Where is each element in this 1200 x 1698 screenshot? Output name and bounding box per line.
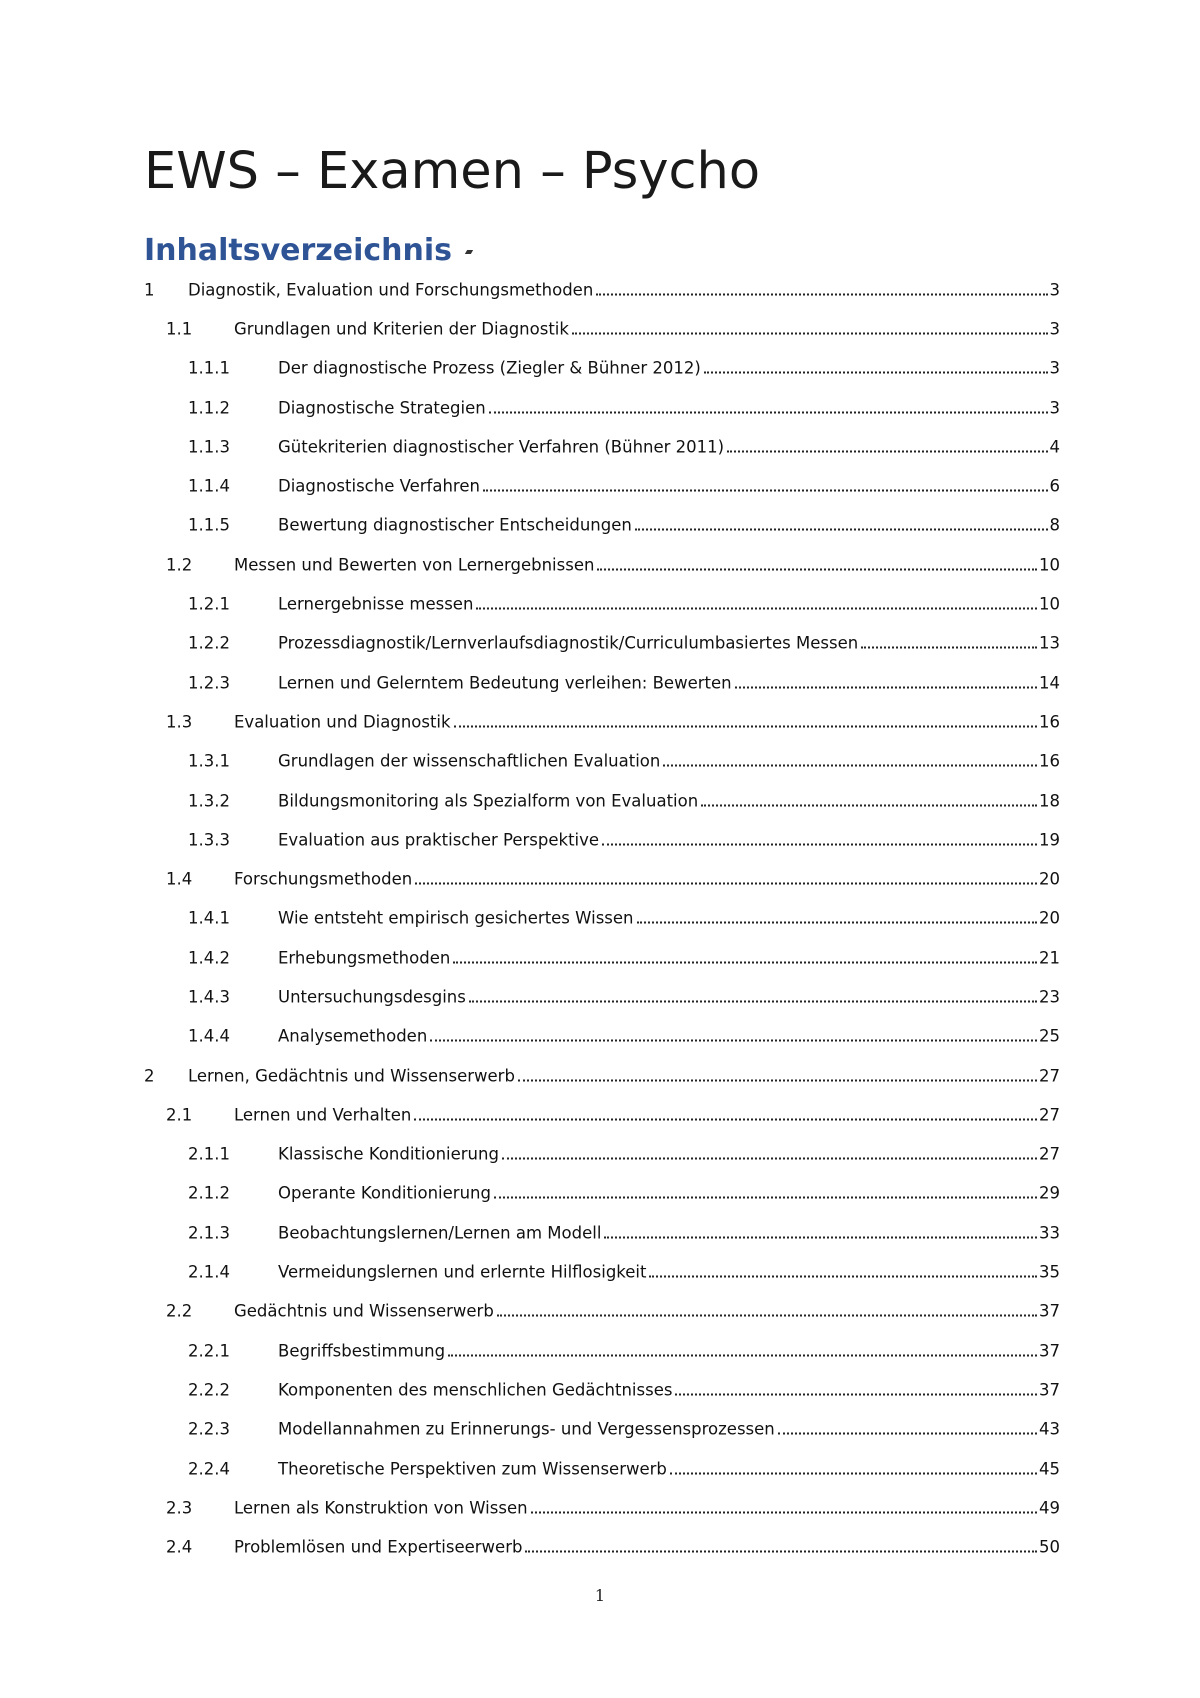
toc-dot-leader — [727, 450, 1047, 452]
toc-entry-line — [234, 870, 1060, 889]
toc-entry-number: 2.1.3 — [188, 1223, 230, 1243]
toc-entry-label: Diagnostische Verfahren — [278, 476, 480, 496]
toc-entry-number: 1.1.3 — [188, 437, 230, 457]
toc-entry[interactable] — [144, 1213, 1060, 1252]
toc-entry-line — [278, 909, 1060, 928]
toc-entry-page: 16 — [1039, 751, 1060, 771]
toc-dot-leader — [597, 568, 1037, 570]
toc-entry-label: Gedächtnis und Wissenserwerb — [234, 1301, 494, 1321]
toc-heading: Inhaltsverzeichnis — [144, 233, 453, 268]
toc-entry-label: Vermeidungslernen und erlernte Hilflosigkeit — [278, 1262, 647, 1282]
toc-entry-label: Lernen als Konstruktion von Wissen — [234, 1498, 528, 1518]
toc-entry-line — [234, 1498, 1060, 1517]
toc-entry[interactable] — [144, 1174, 1060, 1213]
toc-dot-leader — [604, 1236, 1037, 1238]
toc-entry-number: 2.2.1 — [188, 1341, 230, 1361]
toc-dot-leader — [454, 725, 1037, 727]
toc-entry-line — [278, 987, 1060, 1006]
toc-entry[interactable] — [144, 349, 1060, 388]
toc-entry-label: Grundlagen der wissenschaftlichen Evaluation — [278, 751, 661, 771]
toc-dot-leader — [704, 372, 1048, 374]
toc-entry[interactable] — [144, 584, 1060, 623]
toc-entry-page: 3 — [1049, 398, 1060, 418]
toc-dot-leader — [649, 1276, 1037, 1278]
toc-entry-page: 50 — [1039, 1537, 1060, 1557]
toc-entry-line — [188, 280, 1060, 299]
toc-entry-label: Messen und Bewerten von Lernergebnissen — [234, 555, 595, 575]
toc-dot-leader — [469, 1000, 1037, 1002]
toc-entry-line — [278, 1459, 1060, 1478]
toc-entry-line — [278, 830, 1060, 849]
toc-entry-page: 35 — [1039, 1262, 1060, 1282]
toc-entry-label: Evaluation aus praktischer Perspektive — [278, 830, 600, 850]
toc-dot-leader — [489, 411, 1048, 413]
toc-dot-leader — [572, 332, 1048, 334]
toc-entry-label: Bewertung diagnostischer Entscheidungen — [278, 515, 632, 535]
toc-entry-label: Erhebungsmethoden — [278, 948, 451, 968]
toc-entry-page: 33 — [1039, 1223, 1060, 1243]
toc-entry-page: 13 — [1039, 633, 1060, 653]
toc-dot-leader — [602, 843, 1037, 845]
toc-entry-page: 3 — [1049, 358, 1060, 378]
toc-entry[interactable] — [144, 1410, 1060, 1449]
toc-entry-number: 1 — [144, 280, 155, 300]
document-title: EWS – Examen – Psycho — [144, 142, 761, 201]
toc-entry-number: 1.3.2 — [188, 791, 230, 810]
toc-entry-number: 1.2.3 — [188, 673, 230, 693]
toc-entry-page: 37 — [1039, 1301, 1060, 1321]
toc-entry[interactable] — [144, 1095, 1060, 1134]
toc-entry-number: 1.1.4 — [188, 476, 230, 496]
toc-entry-number: 2 — [144, 1066, 155, 1086]
toc-entry-line — [278, 752, 1060, 771]
toc-dot-leader — [448, 1354, 1037, 1356]
toc-entry-label: Beobachtungslernen/Lernen am Modell — [278, 1223, 602, 1243]
toc-dot-leader — [861, 647, 1037, 649]
toc-entry-number: 2.3 — [166, 1498, 193, 1518]
toc-entry-label: Lernergebnisse messen — [278, 594, 474, 614]
toc-entry[interactable] — [144, 859, 1060, 898]
toc-entry-label: Untersuchungsdesgins — [278, 987, 466, 1007]
toc-entry-page: 27 — [1039, 1144, 1060, 1164]
toc-entry-line — [278, 1027, 1060, 1046]
toc-entry-label: Analysemethoden — [278, 1026, 428, 1046]
toc-entry-line — [278, 634, 1060, 653]
toc-dot-leader — [701, 804, 1037, 806]
toc-entry-line — [278, 1263, 1060, 1282]
toc-entry-number: 1.4 — [166, 869, 193, 889]
toc-entry-number: 2.2.3 — [188, 1419, 230, 1439]
toc-entry[interactable] — [144, 1331, 1060, 1370]
toc-entry-line — [278, 398, 1060, 417]
toc-dot-leader — [494, 1197, 1037, 1199]
toc-entry-page: 4 — [1049, 437, 1060, 457]
toc-entry[interactable] — [144, 899, 1060, 938]
toc-entry[interactable] — [144, 1449, 1060, 1488]
toc-entry-line — [278, 437, 1060, 456]
toc-entry[interactable] — [144, 742, 1060, 781]
toc-dot-leader — [525, 1551, 1037, 1553]
toc-dot-leader — [483, 490, 1048, 492]
toc-entry-label: Bildungsmonitoring als Spezialform von Evaluation — [278, 791, 699, 810]
toc-entry-number: 1.3 — [166, 712, 193, 732]
toc-dot-leader — [476, 608, 1037, 610]
toc-entry-line — [278, 1145, 1060, 1164]
toc-entry-number: 1.3.1 — [188, 751, 230, 771]
toc-entry-number: 2.1.4 — [188, 1262, 230, 1282]
toc-entry[interactable] — [144, 506, 1060, 545]
toc-entry-page: 25 — [1039, 1026, 1060, 1046]
toc-entry[interactable] — [144, 427, 1060, 466]
toc-entry[interactable] — [144, 466, 1060, 505]
toc-entry-page: 18 — [1039, 791, 1060, 810]
toc-entry-line — [278, 673, 1060, 692]
toc-entry[interactable] — [144, 270, 1060, 309]
toc-entry[interactable] — [144, 781, 1060, 820]
toc-entry-label: Komponenten des menschlichen Gedächtnisses — [278, 1380, 673, 1400]
toc-entry[interactable] — [144, 1292, 1060, 1331]
toc-dot-leader — [430, 1040, 1037, 1042]
toc-entry-page: 23 — [1039, 987, 1060, 1007]
toc-entry[interactable] — [144, 309, 1060, 348]
toc-entry-label: Prozessdiagnostik/Lernverlaufsdiagnostik/Curriculumbasiertes Messen — [278, 633, 859, 653]
cursor-mark-icon — [465, 250, 473, 254]
toc-entry-page: 27 — [1039, 1105, 1060, 1125]
toc-entry[interactable] — [144, 938, 1060, 977]
toc-entry-page: 49 — [1039, 1498, 1060, 1518]
toc-entry-line — [278, 948, 1060, 967]
toc-entry-number: 1.2.1 — [188, 594, 230, 614]
toc-entry[interactable] — [144, 977, 1060, 1016]
toc-dot-leader — [596, 293, 1047, 295]
toc-entry-label: Lernen und Gelerntem Bedeutung verleihen: Bewerten — [278, 673, 732, 693]
toc-entry-line — [278, 1380, 1060, 1399]
toc-entry-line — [234, 1538, 1060, 1557]
toc-entry[interactable] — [144, 624, 1060, 663]
toc-entry-label: Evaluation und Diagnostik — [234, 712, 451, 732]
toc-dot-leader — [497, 1315, 1037, 1317]
toc-entry[interactable] — [144, 1528, 1060, 1567]
toc-entry-line — [234, 1105, 1060, 1124]
toc-entry-page: 43 — [1039, 1419, 1060, 1439]
toc-entry[interactable] — [144, 388, 1060, 427]
toc-dot-leader — [663, 765, 1037, 767]
toc-entry-page: 29 — [1039, 1183, 1060, 1203]
toc-entry-number: 2.1 — [166, 1105, 193, 1125]
toc-entry-number: 1.4.1 — [188, 908, 230, 928]
toc-dot-leader — [414, 1118, 1037, 1120]
table-of-contents — [144, 270, 1060, 1567]
toc-entry[interactable] — [144, 1135, 1060, 1174]
toc-dot-leader — [518, 1079, 1037, 1081]
toc-entry[interactable] — [144, 663, 1060, 702]
toc-entry-page: 14 — [1039, 673, 1060, 693]
toc-entry-label: Der diagnostische Prozess (Ziegler & Bühner 2012) — [278, 358, 701, 378]
toc-entry-line — [278, 1223, 1060, 1242]
toc-entry-page: 20 — [1039, 908, 1060, 928]
toc-entry-label: Diagnostik, Evaluation und Forschungsmethoden — [188, 280, 594, 300]
toc-entry-page: 20 — [1039, 869, 1060, 889]
toc-entry-label: Theoretische Perspektiven zum Wissenserwerb — [278, 1459, 667, 1479]
toc-entry-line — [234, 712, 1060, 731]
toc-entry-label: Lernen, Gedächtnis und Wissenserwerb — [188, 1066, 515, 1086]
toc-entry-label: Problemlösen und Expertiseerwerb — [234, 1537, 523, 1557]
toc-dot-leader — [531, 1511, 1037, 1513]
toc-entry-label: Klassische Konditionierung — [278, 1144, 499, 1164]
page-number: 1 — [594, 1586, 606, 1605]
toc-entry-page: 8 — [1049, 515, 1060, 535]
toc-entry-label: Gütekriterien diagnostischer Verfahren (Bühner 2011) — [278, 437, 725, 457]
toc-dot-leader — [778, 1433, 1037, 1435]
toc-entry-label: Grundlagen und Kriterien der Diagnostik — [234, 319, 569, 339]
toc-entry[interactable] — [144, 1370, 1060, 1409]
toc-dot-leader — [502, 1158, 1037, 1160]
toc-dot-leader — [670, 1472, 1037, 1474]
toc-entry-page: 21 — [1039, 948, 1060, 968]
toc-entry-line — [234, 555, 1060, 574]
toc-entry-page: 16 — [1039, 712, 1060, 732]
toc-dot-leader — [735, 686, 1037, 688]
toc-entry-line — [278, 1341, 1060, 1360]
toc-entry-number: 1.1.1 — [188, 358, 230, 378]
toc-entry-page: 6 — [1049, 476, 1060, 496]
toc-dot-leader — [675, 1393, 1037, 1395]
toc-entry-number: 1.1.2 — [188, 398, 230, 418]
toc-entry-line — [234, 1302, 1060, 1321]
toc-entry[interactable] — [144, 702, 1060, 741]
toc-entry-page: 37 — [1039, 1380, 1060, 1400]
toc-entry-page: 10 — [1039, 555, 1060, 575]
toc-entry[interactable] — [144, 1488, 1060, 1527]
toc-dot-leader — [453, 961, 1037, 963]
toc-entry[interactable] — [144, 1017, 1060, 1056]
toc-entry-label: Operante Konditionierung — [278, 1183, 491, 1203]
toc-dot-leader — [415, 883, 1037, 885]
toc-entry-line — [278, 359, 1060, 378]
toc-entry-number: 2.2 — [166, 1301, 193, 1321]
toc-entry-number: 1.4.3 — [188, 987, 230, 1007]
toc-entry-label: Diagnostische Strategien — [278, 398, 486, 418]
toc-entry-number: 1.2 — [166, 555, 193, 575]
toc-entry[interactable] — [144, 820, 1060, 859]
toc-entry[interactable] — [144, 1056, 1060, 1095]
toc-entry-page: 10 — [1039, 594, 1060, 614]
toc-entry-label: Begriffsbestimmung — [278, 1341, 446, 1361]
toc-entry-line — [188, 1066, 1060, 1085]
toc-entry-line — [278, 1420, 1060, 1439]
toc-entry-label: Forschungsmethoden — [234, 869, 413, 889]
toc-entry-label: Lernen und Verhalten — [234, 1105, 412, 1125]
toc-entry-page: 19 — [1039, 830, 1060, 850]
toc-dot-leader — [637, 922, 1038, 924]
toc-entry-number: 2.1.1 — [188, 1144, 230, 1164]
toc-entry-line — [278, 477, 1060, 496]
toc-entry-line — [278, 1184, 1060, 1203]
toc-entry-page: 3 — [1049, 319, 1060, 339]
toc-entry-number: 2.4 — [166, 1537, 193, 1557]
toc-dot-leader — [635, 529, 1048, 531]
toc-entry-label: Wie entsteht empirisch gesichertes Wissen — [278, 908, 634, 928]
toc-entry-line — [278, 516, 1060, 535]
toc-entry-number: 1.3.3 — [188, 830, 230, 850]
toc-entry-page: 37 — [1039, 1341, 1060, 1361]
toc-entry-label: Modellannahmen zu Erinnerungs- und Vergessensprozessen — [278, 1419, 775, 1439]
toc-entry-page: 27 — [1039, 1066, 1060, 1086]
toc-entry-number: 2.1.2 — [188, 1183, 230, 1203]
toc-entry-page: 45 — [1039, 1459, 1060, 1479]
toc-entry-number: 1.2.2 — [188, 633, 230, 653]
toc-entry-line — [278, 595, 1060, 614]
toc-entry-number: 1.1.5 — [188, 515, 230, 535]
toc-entry-number: 1.1 — [166, 319, 193, 339]
toc-entry-line — [234, 319, 1060, 338]
toc-entry-number: 2.2.4 — [188, 1459, 230, 1479]
toc-entry-number: 2.2.2 — [188, 1380, 230, 1400]
toc-entry-page: 3 — [1049, 280, 1060, 300]
toc-entry-number: 1.4.4 — [188, 1026, 230, 1046]
toc-entry[interactable] — [144, 545, 1060, 584]
toc-entry-number: 1.4.2 — [188, 948, 230, 968]
toc-entry[interactable] — [144, 1252, 1060, 1291]
toc-entry-line — [278, 791, 1060, 810]
